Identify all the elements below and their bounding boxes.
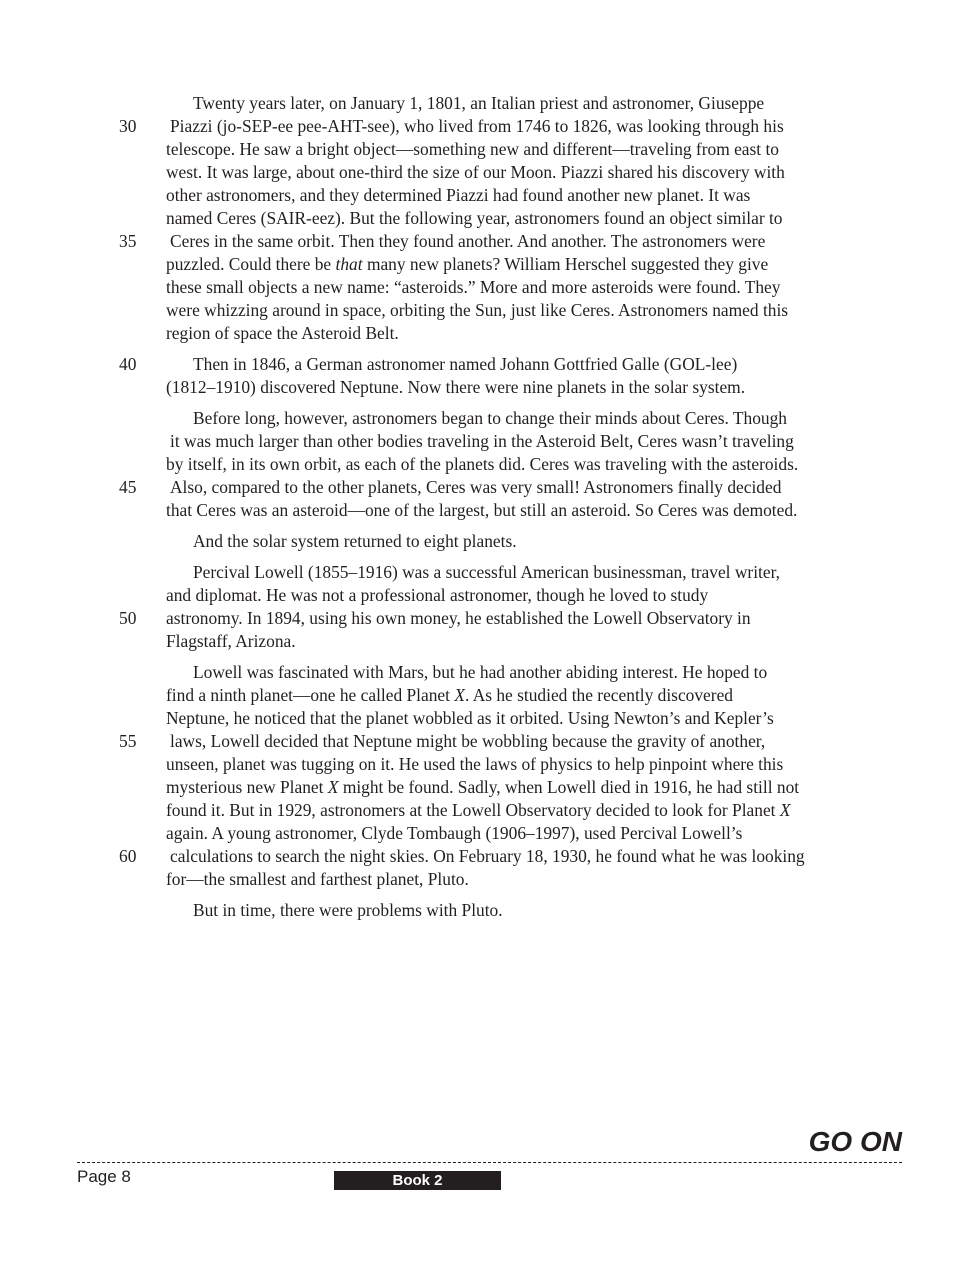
passage-line: (1812–1910) discovered Neptune. Now there were nine planets in the solar system. — [166, 377, 746, 397]
line-number: 30 — [119, 116, 137, 136]
passage-line: Before long, however, astronomers began to change their minds about Ceres. Though — [193, 408, 787, 428]
passage-line: region of space the Asteroid Belt. — [166, 323, 399, 343]
emphasis-word: that — [335, 254, 363, 274]
footer-divider — [77, 1162, 902, 1163]
line-segment: . As he studied the recently discovered — [464, 685, 733, 705]
passage-line: west. It was large, about one-third the size of our Moon. Piazzi shared his discovery with — [166, 162, 785, 182]
passage-line: these small objects a new name: “asteroids.” More and more asteroids were found. They — [166, 277, 781, 297]
book-badge: Book 2 — [334, 1171, 501, 1190]
passage-line: laws, Lowell decided that Neptune might be wobbling because the gravity of another, — [170, 731, 766, 751]
emphasis-word: X — [454, 685, 465, 705]
line-number: 35 — [119, 231, 137, 251]
passage-line: calculations to search the night skies. On February 18, 1930, he found what he was looking — [170, 846, 805, 866]
line-segment: found it. But in 1929, astronomers at the Lowell Observatory decided to look for Planet — [166, 800, 776, 820]
passage-line — [166, 776, 799, 799]
line-number: 60 — [119, 846, 137, 866]
passage-line: Also, compared to the other planets, Ceres was very small! Astronomers finally decided — [170, 477, 782, 497]
passage-line: and diplomat. He was not a professional astronomer, though he loved to study — [166, 585, 709, 605]
line-segment: might be found. Sadly, when Lowell died in 1916, he had still not — [342, 777, 800, 797]
passage-line: other astronomers, and they determined Piazzi had found another new planet. It was — [166, 185, 751, 205]
passage-line: Percival Lowell (1855–1916) was a successful American businessman, travel writer, — [193, 562, 781, 582]
passage-line: were whizzing around in space, orbiting the Sun, just like Ceres. Astronomers named this — [166, 300, 789, 320]
passage-line: But in time, there were problems with Pluto. — [193, 900, 503, 920]
page-number: Page 8 — [77, 1167, 131, 1186]
passage-line: it was much larger than other bodies traveling in the Asteroid Belt, Ceres wasn’t traveling — [170, 431, 794, 451]
passage-line: And the solar system returned to eight planets. — [193, 531, 517, 551]
passage-line: Ceres in the same orbit. Then they found another. And another. The astronomers were — [170, 231, 766, 251]
passage-line: named Ceres (SAIR-eez). But the following year, astronomers found an object similar to — [166, 208, 783, 228]
emphasis-word: X — [327, 777, 339, 797]
passage-line: Piazzi (jo-SEP-ee pee-AHT-see), who lived from 1746 to 1826, was looking through his — [170, 116, 784, 136]
passage-line — [166, 684, 733, 707]
passage-line: Neptune, he noticed that the planet wobbled as it orbited. Using Newton’s and Kepler’s — [166, 708, 774, 728]
line-segment: find a ninth planet—one he called Planet — [166, 685, 450, 705]
passage-line: Twenty years later, on January 1, 1801, an Italian priest and astronomer, Giuseppe — [193, 93, 765, 113]
go-on-label: GO ON — [808, 1126, 902, 1157]
line-number: 45 — [119, 477, 137, 497]
passage-line: Flagstaff, Arizona. — [166, 631, 296, 651]
passage-line: telescope. He saw a bright object—something new and different—traveling from east to — [166, 139, 779, 159]
passage-line — [166, 799, 791, 822]
passage-line: astronomy. In 1894, using his own money, he established the Lowell Observatory in — [166, 608, 751, 628]
passage-line: again. A young astronomer, Clyde Tombaugh (1906–1997), used Percival Lowell’s — [166, 823, 743, 843]
passage-line: for—the smallest and farthest planet, Pluto. — [166, 869, 469, 889]
line-number: 40 — [119, 354, 137, 374]
passage-line: Then in 1846, a German astronomer named Johann Gottfried Galle (GOL-lee) — [193, 354, 738, 374]
line-number: 55 — [119, 731, 137, 751]
passage-line — [166, 253, 768, 276]
line-segment: many new planets? William Herschel suggested they give — [366, 254, 769, 274]
line-number: 50 — [119, 608, 137, 628]
emphasis-word: X — [779, 800, 791, 820]
line-segment: puzzled. Could there be — [166, 254, 332, 274]
passage-line: unseen, planet was tugging on it. He used the laws of physics to help pinpoint where this — [166, 754, 784, 774]
passage-line: Lowell was fascinated with Mars, but he had another abiding interest. He hoped to — [193, 662, 768, 682]
line-segment: mysterious new Planet — [166, 777, 324, 797]
passage-line: by itself, in its own orbit, as each of the planets did. Ceres was traveling with the asteroids. — [166, 454, 799, 474]
passage-line: that Ceres was an asteroid—one of the largest, but still an asteroid. So Ceres was demoted. — [166, 500, 798, 520]
